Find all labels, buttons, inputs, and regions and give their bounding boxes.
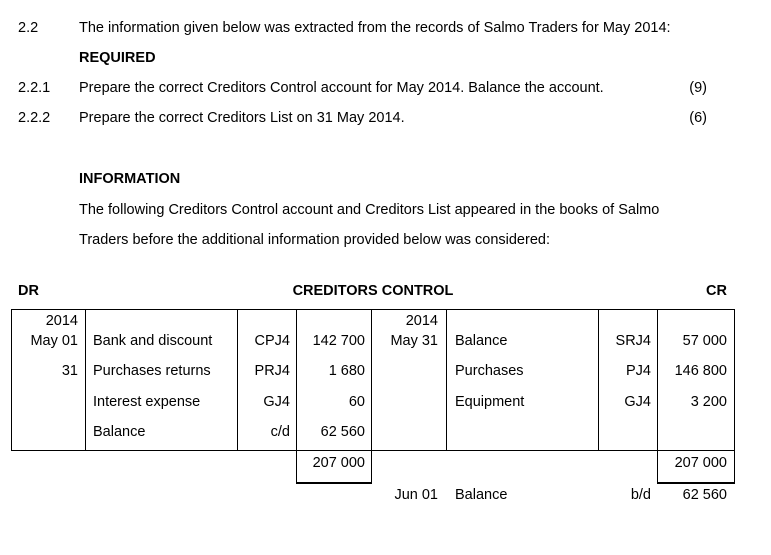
credit-details: Balance xyxy=(455,333,508,349)
ledger-left-border xyxy=(11,309,12,451)
ledger-column-rule xyxy=(85,309,86,451)
dr-label: DR xyxy=(18,283,39,299)
debit-date: 31 xyxy=(61,363,78,379)
debit-folio: PRJ4 xyxy=(254,363,290,379)
credit-total-double-rule xyxy=(657,482,735,484)
credit-total: 207 000 xyxy=(674,455,727,471)
bd-date: Jun 01 xyxy=(394,487,438,503)
information-heading: INFORMATION xyxy=(79,171,181,187)
information-text: The following Creditors Control account and Creditors List appeared in the books of Salmo xyxy=(79,202,660,218)
debit-folio: GJ4 xyxy=(263,394,290,410)
debit-details: Interest expense xyxy=(93,394,201,410)
ledger-title: CREDITORS CONTROL xyxy=(292,283,454,299)
credit-amount: 57 000 xyxy=(682,333,727,349)
debit-total-double-rule xyxy=(296,482,372,484)
bd-folio: b/d xyxy=(630,487,651,503)
debit-year: 2014 xyxy=(45,313,78,329)
debit-amount: 142 700 xyxy=(312,333,365,349)
required-heading: REQUIRED xyxy=(79,50,156,66)
ledger-right-border xyxy=(734,309,735,483)
task-text: Prepare the correct Creditors List on 31 May 2014. xyxy=(79,110,405,126)
credit-folio: GJ4 xyxy=(624,394,651,410)
question-number: 2.2 xyxy=(18,20,39,36)
credit-amount: 3 200 xyxy=(690,394,727,410)
bd-details: Balance xyxy=(455,487,508,503)
question-intro: The information given below was extracted from the records of Salmo Traders for May 2014: xyxy=(79,20,671,36)
credit-year: 2014 xyxy=(405,313,438,329)
debit-details: Balance xyxy=(93,424,146,440)
ledger-column-rule xyxy=(598,309,599,451)
bd-amount: 62 560 xyxy=(682,487,727,503)
task-number: 2.2.2 xyxy=(18,110,51,126)
credit-folio: SRJ4 xyxy=(615,333,651,349)
debit-amount: 60 xyxy=(348,394,365,410)
debit-date: May 01 xyxy=(30,333,78,349)
ledger-total-rule xyxy=(11,450,735,451)
debit-folio: CPJ4 xyxy=(254,333,290,349)
ledger-column-rule xyxy=(657,309,658,483)
credit-date: May 31 xyxy=(390,333,438,349)
debit-total: 207 000 xyxy=(312,455,365,471)
ledger-column-rule xyxy=(296,309,297,483)
cr-label: CR xyxy=(706,283,727,299)
ledger-column-rule xyxy=(446,309,447,451)
task-number: 2.2.1 xyxy=(18,80,51,96)
ledger-top-rule xyxy=(11,309,735,310)
task-marks: (9) xyxy=(689,80,707,96)
debit-amount: 62 560 xyxy=(320,424,365,440)
credit-folio: PJ4 xyxy=(626,363,651,379)
credit-details: Purchases xyxy=(455,363,524,379)
debit-details: Purchases returns xyxy=(93,363,211,379)
task-marks: (6) xyxy=(689,110,707,126)
ledger-center-rule xyxy=(371,309,372,483)
ledger-column-rule xyxy=(237,309,238,451)
debit-amount: 1 680 xyxy=(328,363,365,379)
credit-details: Equipment xyxy=(455,394,525,410)
credit-amount: 146 800 xyxy=(674,363,727,379)
debit-details: Bank and discount xyxy=(93,333,213,349)
task-text: Prepare the correct Creditors Control account for May 2014. Balance the account. xyxy=(79,80,604,96)
information-text: Traders before the additional information provided below was considered: xyxy=(79,232,550,248)
debit-folio: c/d xyxy=(270,424,290,440)
